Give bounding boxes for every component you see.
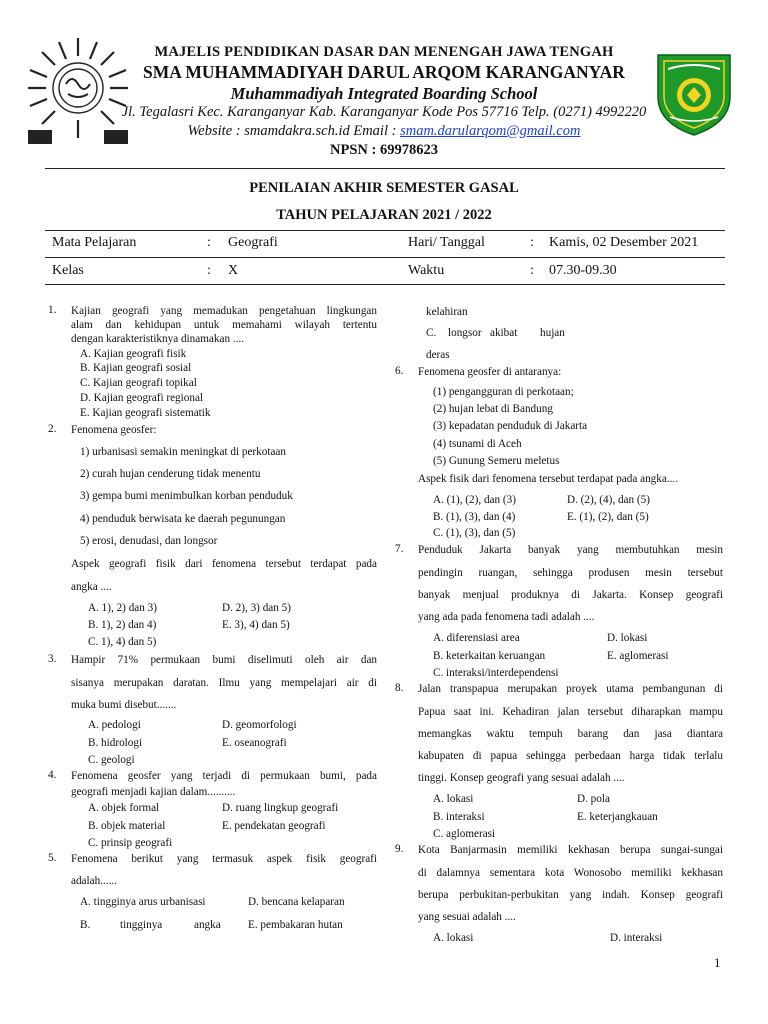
answer-option: C. interaksi/interdependensi [433,667,559,679]
answer-option-part: B. [80,919,91,931]
kelas-label: Kelas [52,263,84,278]
answer-option: A. tingginya arus urbanisasi [80,896,206,908]
answer-option: D. geomorfologi [222,719,297,731]
exam-title: PENILAIAN AKHIR SEMESTER GASAL [249,180,519,196]
question-text: tinggi. Konsep geografi yang sesuai adalah .... [418,772,625,784]
answer-option: E. Kajian geografi sistematik [80,407,211,419]
statement-item: 3) gempa bumi menimbulkan korban penduduk [80,490,293,502]
answer-option: A. objek formal [88,802,160,814]
answer-option: A. lokasi [433,932,474,944]
question-text: memangkas waktu tempuh barang dan jasa diantara [418,728,723,740]
question-number: 1. [48,304,57,316]
statement-item: 4) penduduk berwisata ke daerah pegunungan [80,513,286,525]
answer-option: E. pendekatan geografi [222,820,326,832]
answer-option-part: C. [426,327,437,339]
answer-option: A. lokasi [433,793,474,805]
answer-option: D. interaksi [610,932,663,944]
answer-option: A. (1), (2), dan (3) [433,494,516,506]
question-number: 2. [48,423,57,435]
question-text: dengan karakteristiknya dinamakan .... [71,333,245,345]
answer-option: D. (2), (4), dan (5) [567,494,650,506]
question-text: Fenomena geosfer di antaranya: [418,366,562,378]
answer-option: D. lokasi [607,632,648,644]
question-text: Papua saat ini. Kehadiran jalan tersebut diharapkan mampu [418,706,723,718]
question-text: Hampir 71% permukaan bumi diselimuti oleh air dan [71,654,377,666]
answer-option: D. 2), 3) dan 5) [222,602,291,614]
question-text: Jalan transpapua merupakan proyek utama pembangunan di [418,683,723,695]
mapel-value: Geografi [228,235,278,250]
question-text: berupa perbukitan-perbukitan yang indah. Konsep geografi [418,889,723,901]
question-text: geografi menjadi kajian dalam.......... [71,786,236,798]
question-text: Aspek geografi fisik dari fenomena tersebut terdapat pada [71,558,377,570]
answer-option: E. keterjangkauan [577,811,658,823]
answer-option: D. bencana kelaparan [248,896,345,908]
kelas-sep: : [207,263,211,278]
answer-option: C. prinsip geografi [88,837,173,849]
header-website: Website : smamdakra.sch.id Email : [187,123,401,139]
answer-option: B. 1), 2) dan 4) [88,619,157,631]
question-number: 9. [395,843,404,855]
statement-item: 2) curah hujan cenderung tidak menentu [80,468,261,480]
waktu-value: 07.30-09.30 [549,263,617,278]
answer-option-part: longsor [448,327,482,339]
question-text: alam dan kehidupan untuk memahami wilayah tertentu [71,319,377,331]
question-number: 4. [48,769,57,781]
answer-option: A. Kajian geografi fisik [80,348,187,360]
answer-option: C. 1), 4) dan 5) [88,636,157,648]
answer-option: C. geologi [88,754,135,766]
answer-option: A. diferensiasi area [433,632,520,644]
answer-option-part: tingginya [120,919,163,931]
answer-option: D. Kajian geografi regional [80,392,204,404]
question-text: yang sesuai adalah .... [418,911,516,923]
statement-item: (3) kepadatan penduduk di Jakarta [433,420,588,432]
exam-year: TAHUN PELAJARAN 2021 / 2022 [276,207,492,223]
question-text: Kajian geografi yang memadukan pengetahuan lingkungan [71,305,377,317]
answer-option: B. Kajian geografi sosial [80,362,192,374]
question-number: 8. [395,682,404,694]
question-text: Fenomena berikut yang termasuk aspek fisik geografi [71,853,377,865]
waktu-label: Waktu [408,263,445,278]
answer-option: A. 1), 2) dan 3) [88,602,157,614]
statement-item: (5) Gunung Semeru meletus [433,455,560,467]
answer-option: B. objek material [88,820,166,832]
answer-option: E. pembakaran hutan [248,919,343,931]
header-contact [0,123,768,140]
answer-option-part: angka [194,919,221,931]
answer-option-part: hujan [540,327,565,339]
answer-option: E. 3), 4) dan 5) [222,619,290,631]
statement-item: 1) urbanisasi semakin meningkat di perkotaan [80,446,286,458]
question-text: Aspek fisik dari fenomena tersebut terdapat pada angka.... [418,473,679,485]
answer-option: C. aglomerasi [433,828,496,840]
answer-option-continued: deras [426,349,450,361]
answer-option: B. keterkaitan keruangan [433,650,546,662]
answer-option: B. interaksi [433,811,485,823]
statement-item: (1) pengangguran di perkotaan; [433,386,574,398]
question-number: 3. [48,653,57,665]
statement-item: (2) hujan lebat di Bandung [433,403,553,415]
answer-option: E. aglomerasi [607,650,669,662]
info-bottom-border [45,284,725,285]
hari-sep: : [530,235,534,250]
question-text: di dalamnya sementara kota Wonosobo memiliki kekhasan [418,867,723,879]
answer-option: B. (1), (3), dan (4) [433,511,516,523]
question-text: kabupaten di papua sehingga perbedaan harga tidak terlalu [418,750,723,762]
answer-option: C. (1), (3), dan (5) [433,527,516,539]
question-number: 7. [395,543,404,555]
header-organization: MAJELIS PENDIDIKAN DASAR DAN MENENGAH JAWA TENGAH [154,44,614,60]
hari-label: Hari/ Tanggal [408,235,485,250]
answer-option: E. oseanografi [222,737,287,749]
header-address: Jl. Tegalasri Kec. Karanganyar Kab. Karanganyar Kode Pos 57716 Telp. (0271) 4992220 [121,104,647,120]
info-top-border [45,230,725,231]
question-text: adalah...... [71,875,117,887]
kelas-value: X [228,263,239,278]
question-number: 5. [48,852,57,864]
email-link[interactable]: smam.darularqom@gmail.com [400,123,581,139]
statement-item: (4) tsunami di Aceh [433,438,522,450]
answer-option: C. Kajian geografi topikal [80,377,197,389]
answer-option: B. hidrologi [88,737,143,749]
mapel-sep: : [207,235,211,250]
question-number: 6. [395,365,404,377]
page-number: 1 [714,955,721,970]
mapel-label: Mata Pelajaran [52,235,137,250]
question-text: yang ada pada fenomena tadi adalah .... [418,611,595,623]
answer-option: A. pedologi [88,719,141,731]
statement-item: 5) erosi, denudasi, dan longsor [80,535,218,547]
question-text: muka bumi disebut....... [71,699,177,711]
hari-value: Kamis, 02 Desember 2021 [549,235,699,250]
question-text: banyak menjual produknya di Jakarta. Konsep geografi [418,589,723,601]
answer-option: D. pola [577,793,610,805]
question-text: pendingin ruangan, sehingga produsen mesin tersebut [418,567,723,579]
header-divider [45,168,725,169]
answer-option-part: akibat [490,327,518,339]
answer-option: D. ruang lingkup geografi [222,802,339,814]
info-mid-border [45,257,725,258]
question-text: sisanya merupakan daratan. Ilmu yang mempelajari air di [71,677,377,689]
question-text: Fenomena geosfer: [71,424,157,436]
question-text: Fenomena geosfer yang terjadi di permukaan bumi, pada [71,770,377,782]
header-npsn: NPSN : 69978623 [330,142,438,158]
header-tagline: Muhammadiyah Integrated Boarding School [230,84,538,103]
question-text: Kota Banjarmasin memiliki kekhasan berupa sungai-sungai [418,844,723,856]
waktu-sep: : [530,263,534,278]
question-text: angka .... [71,581,112,593]
question-text: Penduduk Jakarta banyak yang membutuhkan mesin [418,544,723,556]
header-school-name: SMA MUHAMMADIYAH DARUL ARQOM KARANGANYAR [143,62,625,82]
answer-option-continued: kelahiran [426,306,468,318]
answer-option: E. (1), (2), dan (5) [567,511,649,523]
